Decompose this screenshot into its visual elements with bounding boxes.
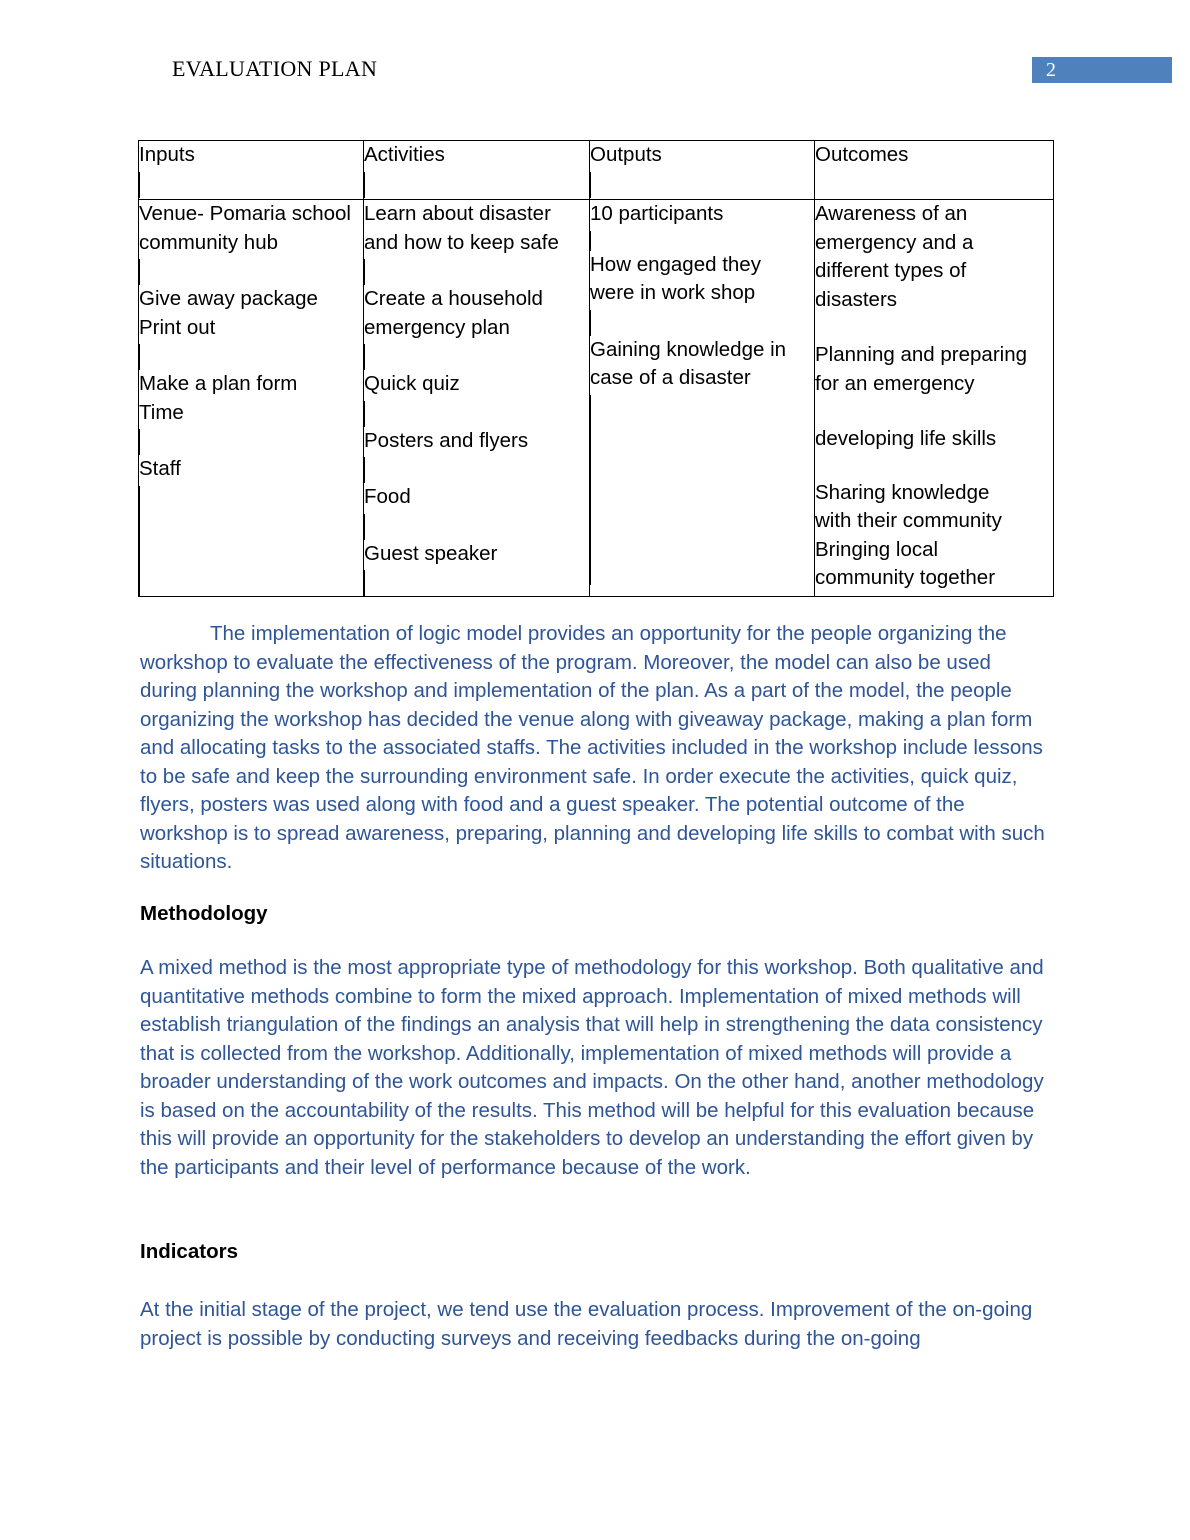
list-item: How engaged they were in work shop (590, 252, 761, 304)
list-item: Quick quiz (364, 372, 460, 395)
running-header: EVALUATION PLAN (172, 56, 378, 81)
methodology-paragraph: A mixed method is the most appropriate type of methodology for this workshop. Both qualitative and quantitative methods combine to form the mixed approach. Implementation of mixed methods will establish triangulation of the findings an analysis that will help in strengthening the data consistency that is collected from the workshop. Additionally, implementation of mixed methods will provide a broader understanding of the work outcomes and impacts. On the other hand, another methodology is based on the accountability of the results. This method will be helpful for this evaluation because this will provide an opportunity for the stakeholders to develop an understanding the effort given by the participants and their level of performance because of the work. (140, 956, 1044, 1179)
list-item: developing life skills (815, 427, 997, 450)
list-item: Gaining knowledge in case of a disaster (590, 337, 787, 389)
list-item: Planning and preparing for an emergency (815, 343, 1027, 395)
indicators-paragraph: At the initial stage of the project, we tend use the evaluation process. Improvement of the on-going project is possible by conducting surveys and receiving feedbacks during the on-going (140, 1298, 1033, 1350)
list-item: Make a plan form Time (139, 372, 298, 424)
header-cell: Activities (364, 141, 590, 200)
list-item: Create a household emergency plan (364, 287, 543, 339)
methodology-heading: Methodology (140, 902, 268, 925)
list-item: Venue- Pomaria school community hub (139, 202, 351, 254)
table-header-row (139, 141, 1054, 200)
activities-cell (364, 200, 590, 597)
indicators-heading: Indicators (140, 1240, 238, 1263)
list-item: Awareness of an emergency and a different types of disasters (815, 202, 974, 311)
header-cell: Inputs (139, 141, 364, 200)
logic-model-paragraph: The implementation of logic model provides an opportunity for the people organizing the workshop to evaluate the effectiveness of the program. Moreover, the model can also be used during planning the workshop and implementation of the plan. As a part of the model, the people organizing the workshop has decided the venue along with giveaway package, making a plan form and allocating tasks to the associated staffs. The activities included in the workshop include lessons to be safe and keep the surrounding environment safe. In order execute the activities, quick quiz, flyers, posters was used along with food and a guest speaker. The potential outcome of the workshop is to spread awareness, preparing, planning and developing life skills to combat with such situations. (140, 622, 1045, 873)
list-item: Food (364, 485, 411, 508)
list-item: Staff (139, 457, 181, 480)
outcomes-cell (815, 200, 1054, 597)
list-item: Guest speaker (364, 541, 498, 565)
logic-model-table (138, 140, 1054, 597)
page-number: 2 (1032, 57, 1172, 83)
list-item: Sharing knowledge with their community Bringing local community together (815, 480, 1002, 589)
list-item: Give away package Print out (139, 287, 318, 339)
table-row (139, 200, 1054, 597)
outputs-cell (590, 200, 815, 597)
list-item: Posters and flyers (364, 428, 529, 452)
header-cell: Outputs (590, 141, 815, 200)
inputs-cell (139, 200, 364, 597)
list-item: 10 participants (590, 202, 724, 225)
list-item: Learn about disaster and how to keep safe (364, 202, 559, 254)
header-cell: Outcomes (815, 141, 1054, 200)
